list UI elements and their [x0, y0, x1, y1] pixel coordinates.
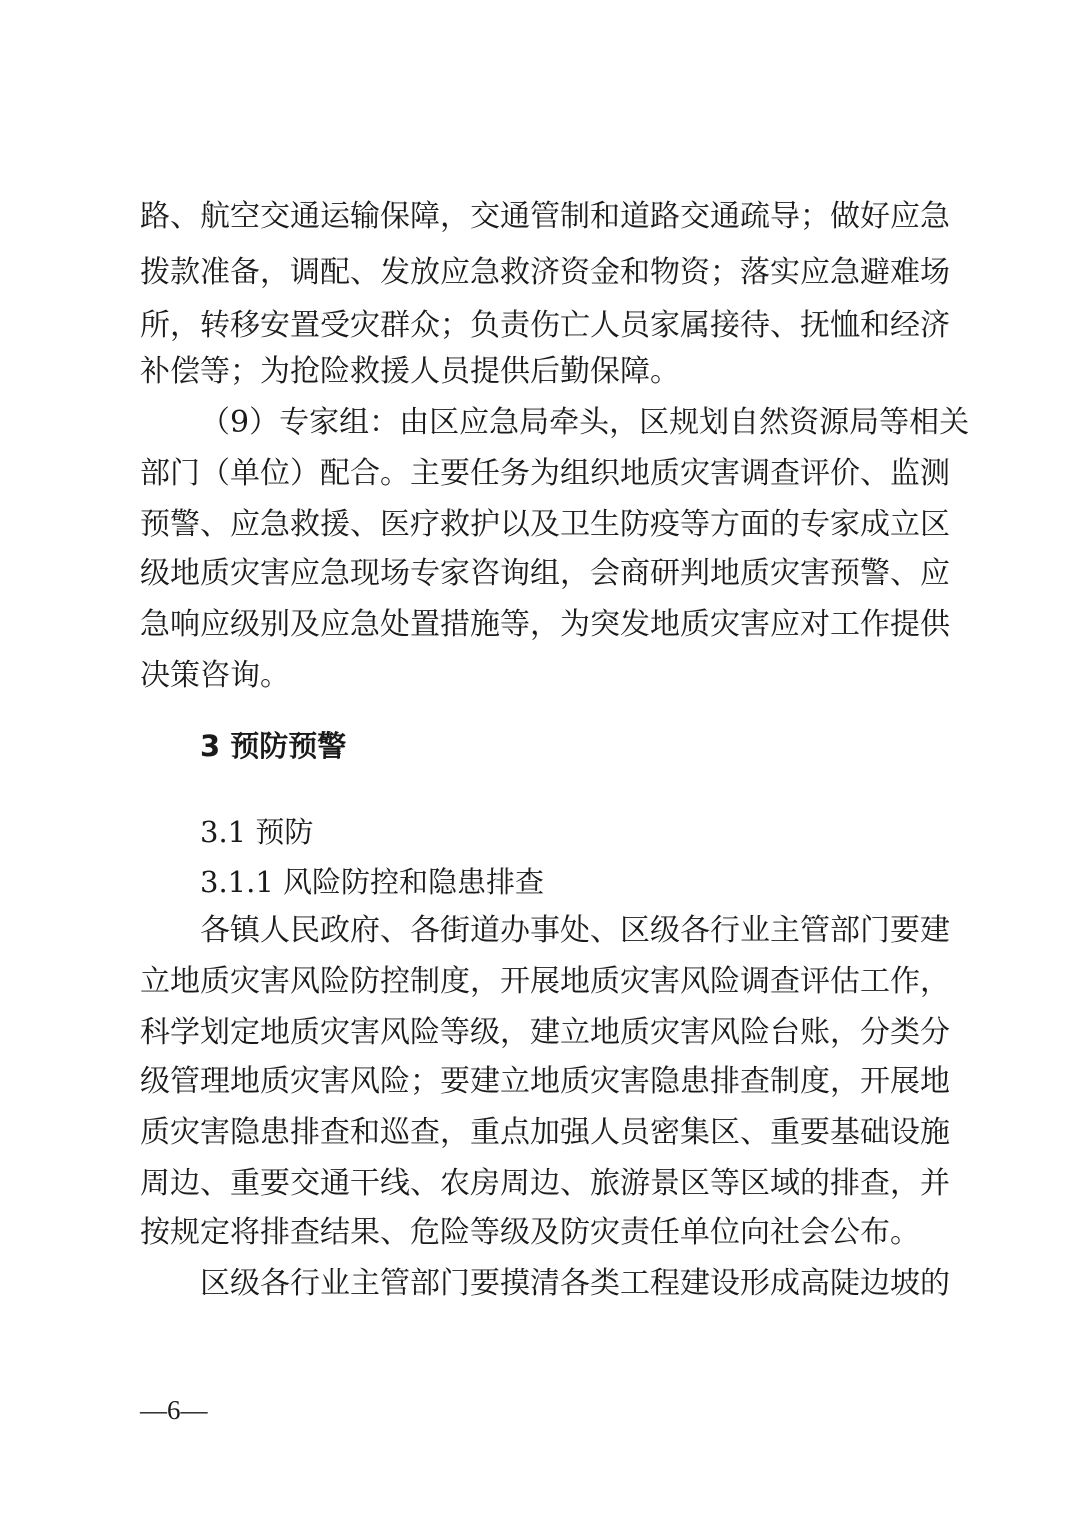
paragraph-line: 区级各行业主管部门要摸清各类工程建设形成高陡边坡的 [200, 1266, 950, 1301]
paragraph-line: 部门（单位）配合。主要任务为组织地质灾害调查评价、监测 [140, 456, 950, 491]
paragraph-line: 各镇人民政府、各街道办事处、区级各行业主管部门要建 [200, 913, 950, 948]
subsection-heading: 3.1 预防 [200, 815, 314, 849]
paragraph-line: 周边、重要交通干线、农房周边、旅游景区等区域的排查，并 [140, 1166, 950, 1201]
paragraph-line: 按规定将排查结果、危险等级及防灾责任单位向社会公布。 [140, 1215, 920, 1250]
paragraph-line: 急响应级别及应急处置措施等，为突发地质灾害应对工作提供 [140, 607, 950, 642]
paragraph-line: 质灾害隐患排查和巡查，重点加强人员密集区、重要基础设施 [140, 1115, 950, 1150]
paragraph-line: 拨款准备，调配、发放应急救济资金和物资；落实应急避难场 [140, 255, 950, 290]
paragraph-line: 预警、应急救援、医疗救护以及卫生防疫等方面的专家成立区 [140, 507, 950, 542]
paragraph-line: 决策咨询。 [140, 658, 290, 693]
subsubsection-heading: 3.1.1 风险防控和隐患排查 [200, 865, 545, 899]
paragraph-line: 立地质灾害风险防控制度，开展地质灾害风险调查评估工作， [140, 964, 950, 999]
page-number: —6— [140, 1395, 208, 1425]
paragraph-line: 所，转移安置受灾群众；负责伤亡人员家属接待、抚恤和经济 [140, 308, 950, 343]
paragraph-line: （9）专家组：由区应急局牵头，区规划自然资源局等相关 [200, 405, 970, 440]
paragraph-line: 级地质灾害应急现场专家咨询组，会商研判地质灾害预警、应 [140, 556, 950, 591]
paragraph-line: 补偿等；为抢险救援人员提供后勤保障。 [140, 354, 680, 389]
paragraph-line: 路、航空交通运输保障，交通管制和道路交通疏导；做好应急 [140, 199, 950, 234]
section-heading: 3 预防预警 [200, 729, 347, 763]
paragraph-line: 科学划定地质灾害风险等级，建立地质灾害风险台账，分类分 [140, 1015, 950, 1050]
paragraph-line: 级管理地质灾害风险；要建立地质灾害隐患排查制度，开展地 [140, 1064, 950, 1099]
